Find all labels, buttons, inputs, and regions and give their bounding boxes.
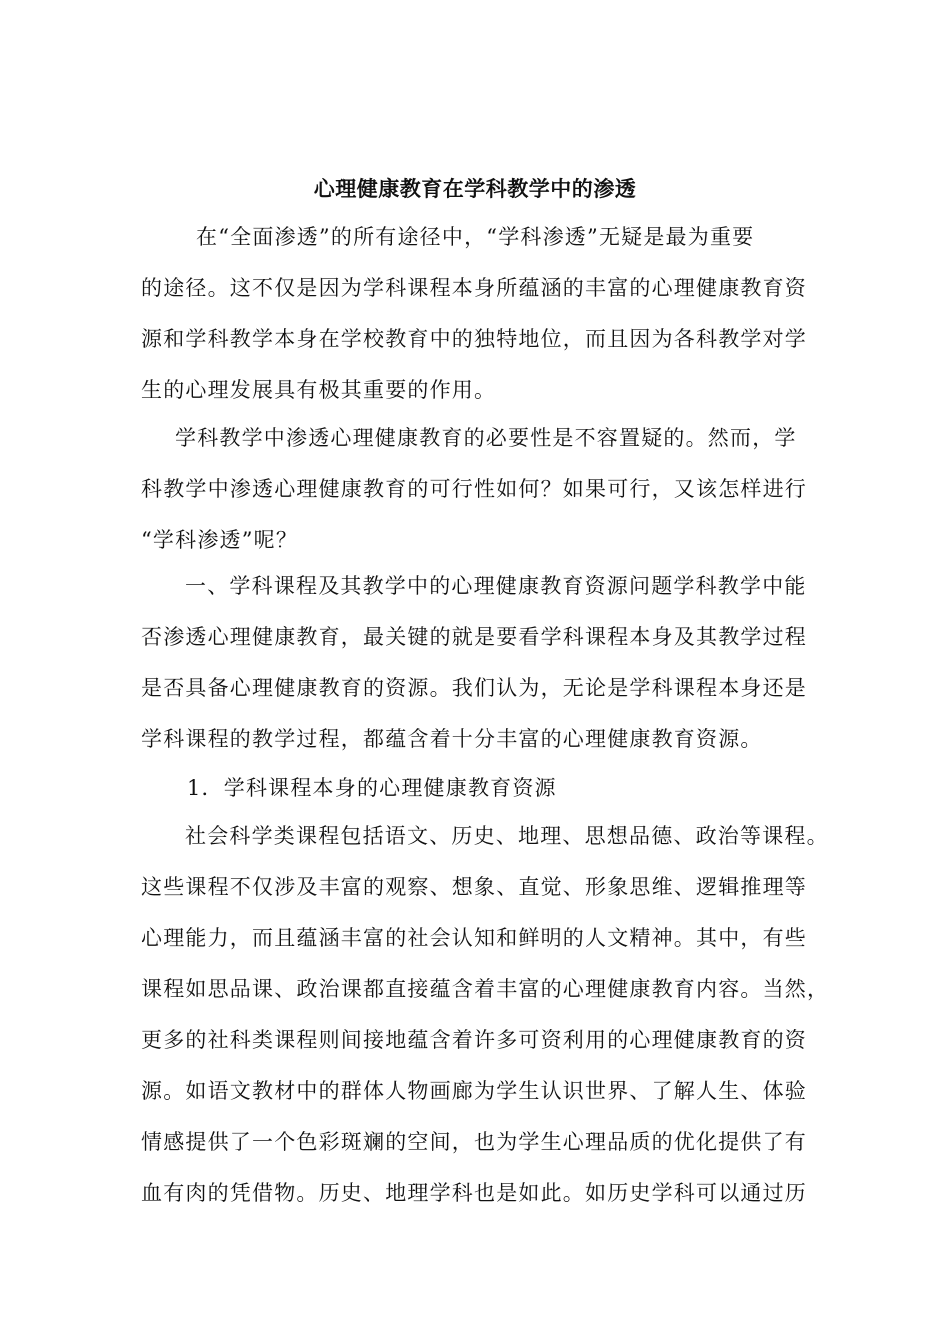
paragraph-line: 生的心理发展具有极其重要的作用。 xyxy=(141,378,497,402)
paragraph-line: 社会科学类课程包括语文、历史、地理、思想品德、政治等课程。 xyxy=(185,824,829,848)
paragraph-line: 更多的社科类课程则间接地蕴含着许多可资利用的心理健康教育的资 xyxy=(141,1028,807,1052)
paragraph-2 xyxy=(141,413,823,566)
paragraph-line: 否渗透心理健康教育，最关键的就是要看学科课程本身及其教学过程 xyxy=(141,625,807,649)
paragraph-line: 源和学科教学本身在学校教育中的独特地位，而且因为各科教学对学 xyxy=(141,327,807,351)
paragraph-line: 课程如思品课、政治课都直接蕴含着丰富的心理健康教育内容。当然， xyxy=(141,977,830,1001)
paragraph-3 xyxy=(141,561,823,765)
paragraph-line: 血有肉的凭借物。历史、地理学科也是如此。如历史学科可以通过历 xyxy=(141,1181,807,1205)
section-heading xyxy=(141,763,823,814)
paragraph-line: 在“全面渗透”的所有途径中，“学科渗透”无疑是最为重要 xyxy=(196,225,755,249)
paragraph-line: 情感提供了一个色彩斑斓的空间，也为学生心理品质的优化提供了有 xyxy=(141,1130,807,1154)
paragraph-line: 一、学科课程及其教学中的心理健康教育资源问题学科教学中能 xyxy=(185,574,807,598)
paragraph-line: 的途径。这不仅是因为学科课程本身所蕴涵的丰富的心理健康教育资 xyxy=(141,276,807,300)
paragraph-line: “学科渗透”呢？ xyxy=(141,528,299,552)
section-heading-line: 1．学科课程本身的心理健康教育资源 xyxy=(187,776,557,800)
paragraph-1 xyxy=(141,212,823,416)
paragraph-line: 是否具备心理健康教育的资源。我们认为，无论是学科课程本身还是 xyxy=(141,676,807,700)
paragraph-line: 这些课程不仅涉及丰富的观察、想象、直觉、形象思维、逻辑推理等 xyxy=(141,875,807,899)
paragraph-line: 心理能力，而且蕴涵丰富的社会认知和鲜明的人文精神。其中，有些 xyxy=(141,926,807,950)
paragraph-line: 源。如语文教材中的群体人物画廊为学生认识世界、了解人生、体验 xyxy=(141,1079,807,1103)
paragraph-5 xyxy=(141,811,830,1219)
paragraph-line: 学科教学中渗透心理健康教育的必要性是不容置疑的。然而，学 xyxy=(175,426,797,450)
paragraph-line: 科教学中渗透心理健康教育的可行性如何？如果可行，又该怎样进行 xyxy=(141,477,807,501)
paragraph-line: 学科课程的教学过程，都蕴含着十分丰富的心理健康教育资源。 xyxy=(141,727,763,751)
document-title: 心理健康教育在学科教学中的渗透 xyxy=(313,176,637,201)
